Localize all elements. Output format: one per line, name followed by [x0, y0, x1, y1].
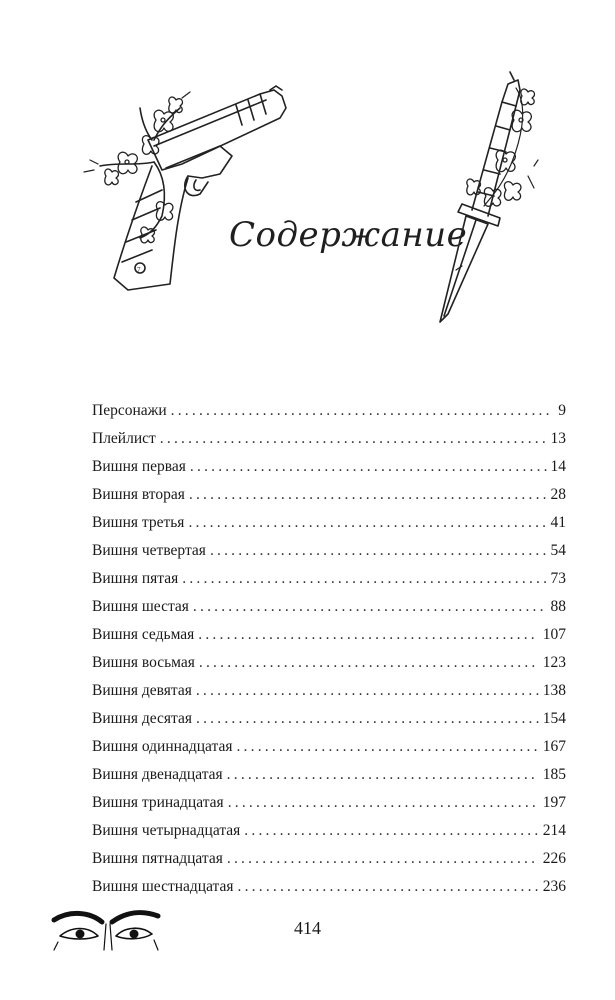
toc-entry: Вишня двенадцатая ..... 185: [92, 761, 566, 789]
leader-dots: [198, 621, 538, 649]
toc-entry: Вишня шестая ..... 88: [92, 593, 566, 621]
leader-dots: [182, 565, 546, 593]
toc-entry: Персонажи ..... 9: [92, 397, 566, 425]
svg-text:7: 7: [137, 266, 141, 274]
leader-dots: [171, 397, 552, 425]
leader-dots: [196, 677, 539, 705]
toc-entry: Вишня тринадцатая ..... 197: [92, 789, 566, 817]
leader-dots: [210, 537, 547, 565]
leader-dots: [199, 649, 539, 677]
toc-entry: Вишня девятая ..... 138: [92, 677, 566, 705]
dagger-with-cherry-blossoms-icon: [432, 66, 542, 328]
toc-entry: Плейлист ..... 13: [92, 425, 566, 453]
leader-dots: [227, 845, 539, 873]
leader-dots: [227, 761, 539, 789]
leader-dots: [228, 789, 539, 817]
toc-entry: Вишня пятнадцатая ..... 226: [92, 845, 566, 873]
toc-entry: Вишня восьмая ..... 123: [92, 649, 566, 677]
leader-dots: [238, 873, 539, 901]
leader-dots: [236, 733, 538, 761]
table-of-contents: [92, 397, 566, 901]
toc-entry: Вишня четвертая ..... 54: [92, 537, 566, 565]
toc-entry: Вишня вторая ..... 28: [92, 481, 566, 509]
leader-dots: [188, 509, 546, 537]
toc-entry: Вишня четырнадцатая ..... 214: [92, 817, 566, 845]
toc-entry: Вишня первая ..... 14: [92, 453, 566, 481]
leader-dots: [196, 705, 539, 733]
leader-dots: [189, 481, 547, 509]
pistol-with-cherry-blossoms-icon: [70, 78, 300, 303]
toc-entry: Вишня одиннадцатая ..... 167: [92, 733, 566, 761]
toc-entry: Вишня десятая ..... 154: [92, 705, 566, 733]
page-number: 414: [294, 918, 321, 938]
toc-entry: Вишня пятая ..... 73: [92, 565, 566, 593]
toc-entry: Вишня третья ..... 41: [92, 509, 566, 537]
leader-dots: [193, 593, 547, 621]
leader-dots: [190, 453, 547, 481]
leader-dots: [244, 817, 538, 845]
toc-entry: Вишня шестнадцатая ..... 236: [92, 873, 566, 901]
toc-entry: Вишня седьмая ..... 107: [92, 621, 566, 649]
leader-dots: [160, 425, 547, 453]
page-title: Содержание: [229, 214, 468, 255]
